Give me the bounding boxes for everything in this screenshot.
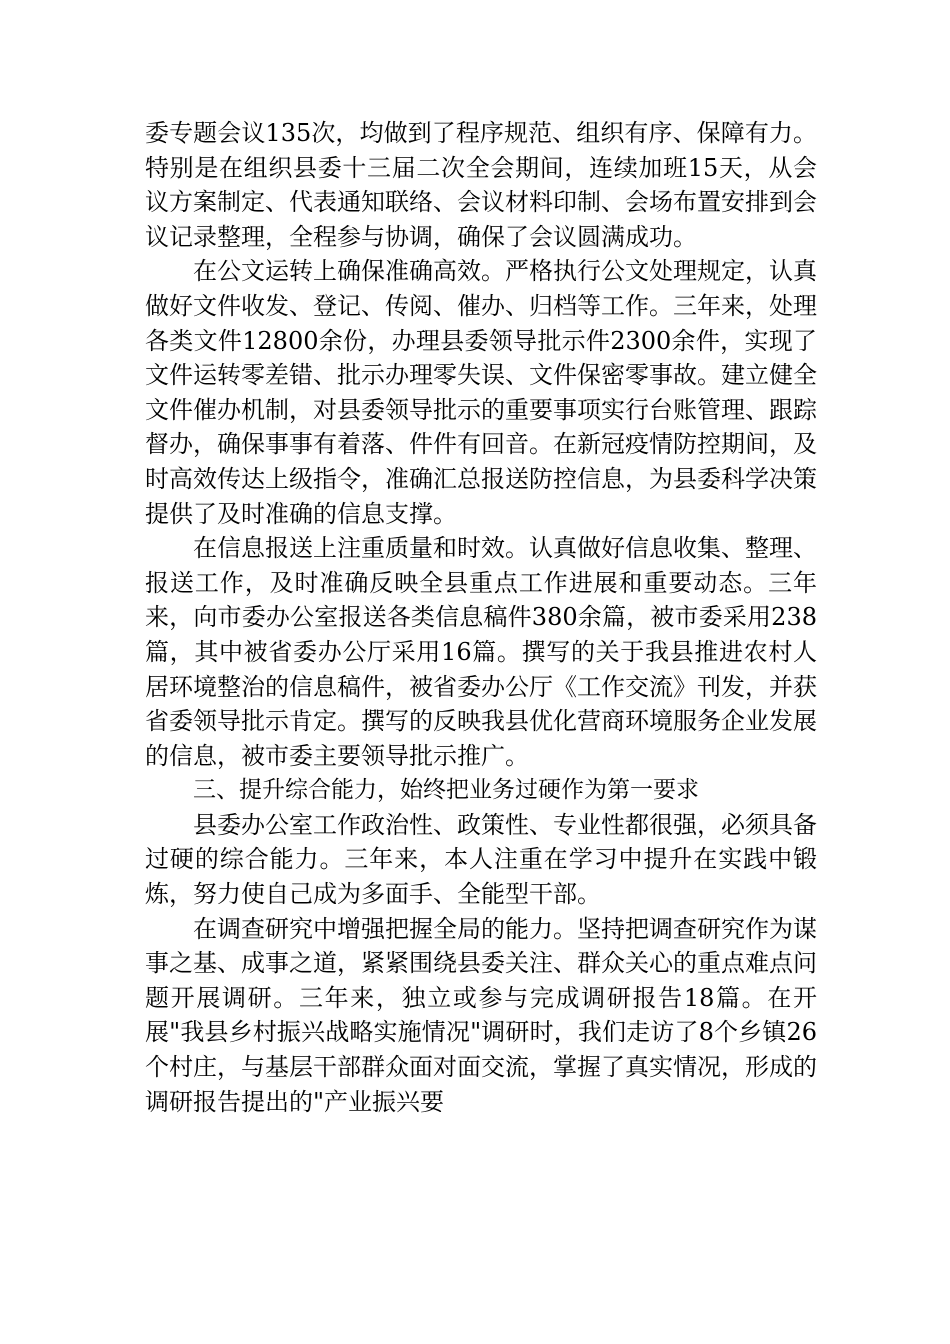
paragraph-document-handling: 在公文运转上确保准确高效。严格执行公文处理规定，认真做好文件收发、登记、传阅、催办、归档等工作。三年来，处理各类文件12800余份，办理县委领导批示件2300余件，实现了文件运转零差错、批示办理零失误、文件保密零事故。建立健全文件催办机制，对县委领导批示的重要事项实行台账管理、跟踪督办，确保事事有着落、件件有回音。在新冠疫情防控期间，及时高效传达上级指令，准确汇总报送防控信息，为县委科学决策提供了及时准确的信息支撑。	[145, 257, 817, 528]
paragraph-meeting-service: 委专题会议135次，均做到了程序规范、组织有序、保障有力。特别是在组织县委十三届二次全会期间，连续加班15天，从会议方案制定、代表通知联络、会议材料印制、会场布置安排到会议记录整理，全程参与协调，确保了会议圆满成功。	[145, 119, 817, 251]
paragraph-research: 在调查研究中增强把握全局的能力。坚持把调查研究作为谋事之基、成事之道，紧紧围绕县委关注、群众关心的重点难点问题开展调研。三年来，独立或参与完成调研报告18篇。在开展"我县乡村振兴战略实施情况"调研时，我们走访了8个乡镇26个村庄，与基层干部群众面对面交流，掌握了真实情况，形成的调研报告提出的"产业振兴要	[145, 914, 817, 1116]
paragraph-comprehensive-ability: 县委办公室工作政治性、政策性、专业性都很强，必须具备过硬的综合能力。三年来，本人注重在学习中提升在实践中锻炼，努力使自己成为多面手、全能型干部。	[145, 810, 817, 909]
document-body	[145, 116, 817, 1119]
section-heading: 三、提升综合能力，始终把业务过硬作为第一要求	[193, 777, 699, 804]
paragraph-information-reporting: 在信息报送上注重质量和时效。认真做好信息收集、整理、报送工作，及时准确反映全县重点工作进展和重要动态。三年来，向市委办公室报送各类信息稿件380余篇，被市委采用238篇，其中被省委办公厅采用16篇。撰写的关于我县推进农村人居环境整治的信息稿件，被省委办公厅《工作交流》刊发，并获省委领导批示肯定。撰写的反映我县优化营商环境服务企业发展的信息，被市委主要领导批示推广。	[145, 534, 817, 770]
